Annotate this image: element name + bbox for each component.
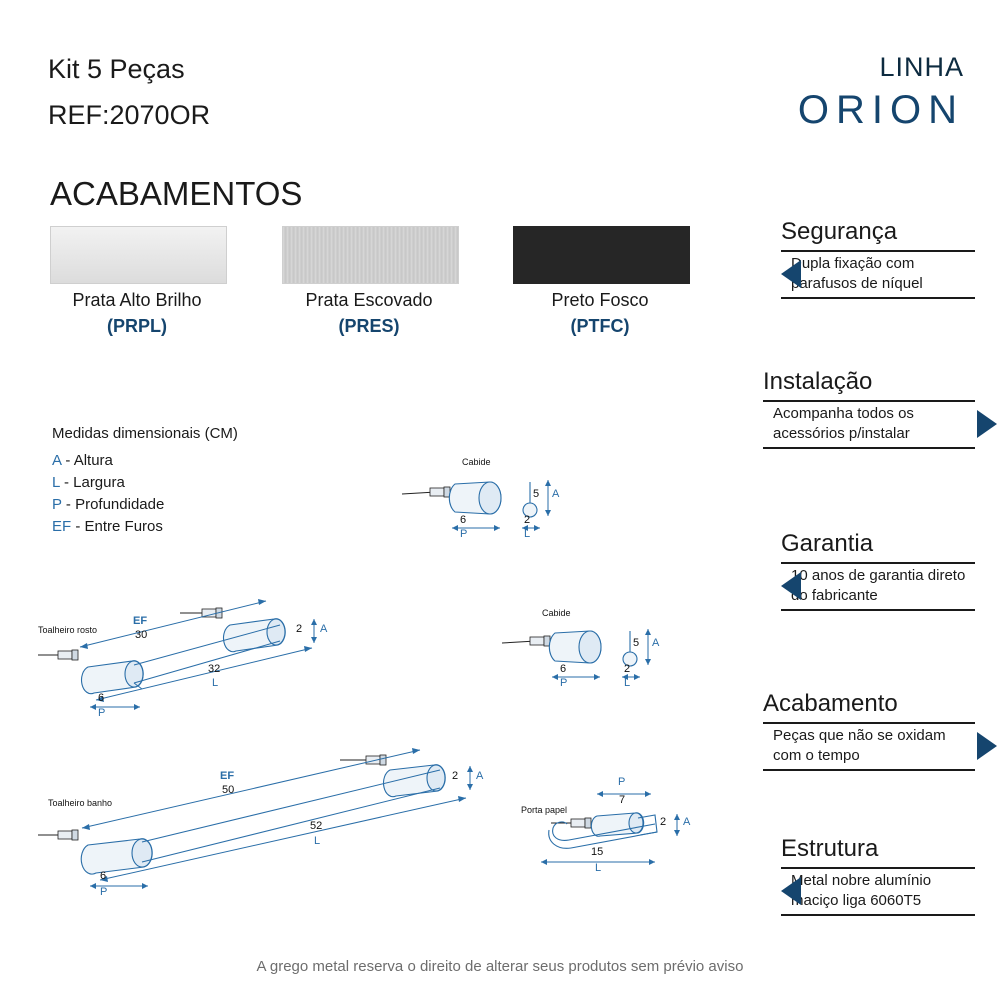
feature-text-seguranca: Dupla fixação com parafusos de níquel — [791, 255, 923, 293]
dim-value-l-cabide-top: 2 — [524, 514, 531, 526]
dim-value-l-porta: 15 — [591, 846, 604, 858]
measures-key-l: L — [52, 474, 60, 491]
finish-swatch-ptfc — [513, 226, 690, 284]
dim-value-ef-banho: 50 — [222, 784, 235, 796]
dim-value-l-cabide-mid: 2 — [624, 663, 631, 675]
brand-line-label: LINHA — [879, 52, 964, 82]
drawing-cabide-mid — [500, 608, 750, 695]
feature-seguranca — [745, 218, 975, 299]
feature-acabamento — [745, 690, 975, 771]
dim-value-l-rosto: 32 — [208, 663, 221, 675]
feature-body-garantia — [781, 562, 975, 611]
drawing-label-toalheiro-rosto: Toalheiro rosto — [38, 625, 98, 635]
measures-key-ef: EF — [52, 518, 72, 535]
measures-key-p: P — [52, 496, 62, 513]
dim-value-a-porta: 2 — [660, 816, 667, 828]
feature-title-instalacao: Instalação — [763, 368, 873, 395]
drawing-label-porta-papel: Porta papel — [521, 805, 568, 815]
drawing-label-cabide-top: Cabide — [462, 457, 491, 467]
finish-swatch-pres — [282, 226, 459, 284]
dim-key-p-cabide-mid: P — [560, 677, 568, 689]
dim-value-p-banho: 6 — [100, 870, 107, 882]
feature-title-estrutura: Estrutura — [781, 835, 879, 862]
measures-title: Medidas dimensionais (CM) — [52, 425, 238, 442]
arrow-left-icon — [781, 260, 801, 288]
product-reference: REF:2070OR — [48, 100, 211, 130]
dim-value-a-cabide-mid: 5 — [633, 637, 640, 649]
arrow-right-icon — [977, 410, 997, 438]
drawing-toalheiro-rosto — [30, 595, 370, 730]
feature-body-seguranca — [781, 250, 975, 299]
drawing-label-cabide-mid: Cabide — [542, 608, 571, 618]
dim-value-ef-rosto: 30 — [135, 629, 148, 641]
dim-key-p-rosto: P — [98, 707, 106, 719]
measures-key-a: A — [52, 452, 62, 469]
feature-title-seguranca: Segurança — [781, 218, 898, 245]
dim-key-ef-banho: EF — [220, 770, 235, 782]
dim-key-ef-rosto: EF — [133, 615, 148, 627]
feature-title-acabamento: Acabamento — [763, 690, 898, 717]
feature-text-garantia: 10 anos de garantia direto do fabricante — [791, 567, 966, 605]
drawing-porta-papel — [505, 776, 725, 890]
finish-code-ptfc: (PTFC) — [570, 316, 630, 336]
dim-key-a-banho: A — [476, 770, 484, 782]
dim-key-p-cabide-top: P — [460, 528, 468, 540]
feature-estrutura — [745, 835, 975, 916]
dim-value-p-cabide-top: 6 — [460, 514, 467, 526]
dim-value-a-banho: 2 — [452, 770, 459, 782]
finish-code-pres: (PRES) — [338, 316, 400, 336]
measures-legend-ef — [52, 518, 163, 535]
measures-legend-l — [52, 474, 125, 491]
finish-label-pres: Prata Escovado — [305, 290, 433, 310]
measures-desc-ef: - Entre Furos — [75, 518, 163, 535]
dim-key-l-rosto: L — [212, 677, 219, 689]
dim-key-p-porta: P — [618, 776, 626, 788]
measures-legend-a — [52, 452, 113, 469]
footer-disclaimer: A grego metal reserva o direito de alterar seus produtos sem prévio aviso — [256, 958, 744, 975]
dim-value-a-cabide-top: 5 — [533, 488, 540, 500]
feature-instalacao — [745, 368, 975, 449]
arrow-right-icon — [977, 732, 997, 760]
feature-title-garantia: Garantia — [781, 530, 874, 557]
measures-desc-a: - Altura — [65, 452, 113, 469]
finish-label-prpl: Prata Alto Brilho — [72, 290, 202, 310]
arrow-left-icon — [781, 877, 801, 905]
dim-key-a-cabide-top: A — [552, 488, 560, 500]
dim-value-p-porta: 7 — [619, 794, 626, 806]
drawing-label-toalheiro-banho: Toalheiro banho — [48, 798, 113, 808]
measures-desc-l: - Largura — [63, 474, 125, 491]
measures-legend-p — [52, 496, 164, 513]
finish-code-prpl: (PRPL) — [107, 316, 167, 336]
finish-label-ptfc: Preto Fosco — [551, 290, 649, 310]
dim-key-a-rosto: A — [320, 623, 328, 635]
brand-name: ORION — [797, 88, 964, 132]
feature-text-instalacao: Acompanha todos os acessórios p/instalar — [773, 405, 914, 443]
dim-key-l-banho: L — [314, 835, 321, 847]
measures-desc-p: - Profundidade — [65, 496, 165, 513]
arrow-left-icon — [781, 572, 801, 600]
feature-text-acabamento: Peças que não se oxidam com o tempo — [773, 727, 946, 765]
finishes-section-title: ACABAMENTOS — [50, 175, 303, 212]
finish-swatch-prpl — [50, 226, 227, 284]
dim-value-p-rosto: 6 — [98, 692, 105, 704]
feature-body-instalacao — [763, 400, 975, 449]
dim-value-l-banho: 52 — [310, 820, 323, 832]
feature-body-estrutura — [781, 867, 975, 916]
feature-text-estrutura: Metal nobre alumínio maciço liga 6060T5 — [791, 872, 932, 910]
dim-key-a-porta: A — [683, 816, 691, 828]
dim-key-l-cabide-mid: L — [624, 677, 631, 689]
dim-value-a-rosto: 2 — [296, 623, 303, 635]
drawing-cabide-top — [400, 457, 690, 545]
kit-title: Kit 5 Peças — [48, 54, 185, 84]
dim-value-p-cabide-mid: 6 — [560, 663, 567, 675]
dim-key-a-cabide-mid: A — [652, 637, 660, 649]
feature-garantia — [745, 530, 975, 611]
dim-key-l-cabide-top: L — [524, 528, 531, 540]
feature-body-acabamento — [763, 722, 975, 771]
drawing-toalheiro-banho — [30, 740, 484, 898]
dim-key-p-banho: P — [100, 886, 108, 898]
dim-key-l-porta: L — [595, 862, 602, 874]
